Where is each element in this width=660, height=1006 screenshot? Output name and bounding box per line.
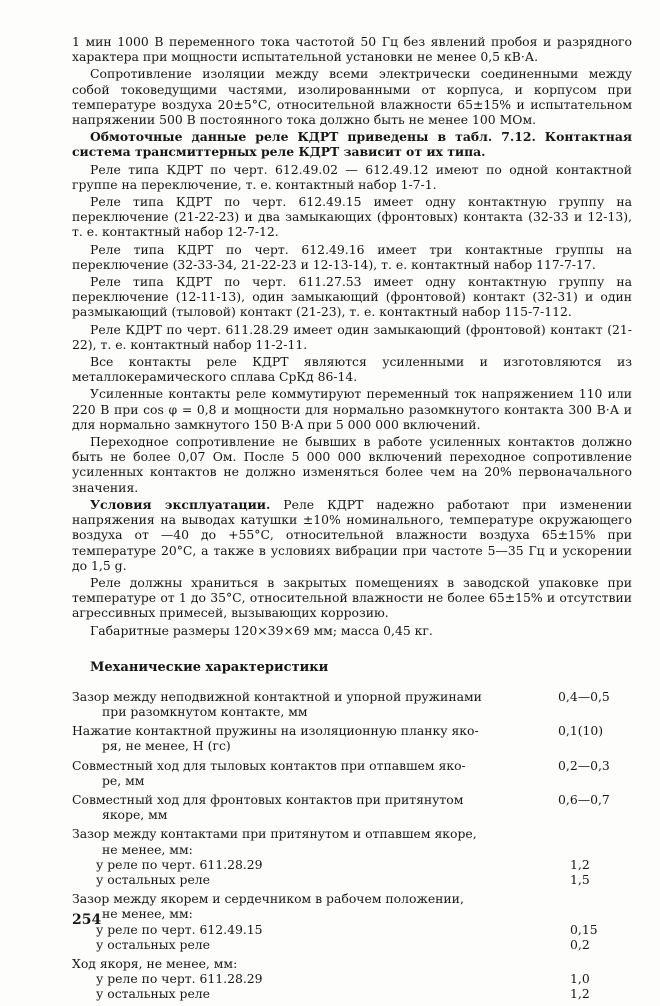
- spec-value: 0,2—0,3: [558, 757, 610, 773]
- spec-subitem: у реле по черт. 611.28.29 1,0: [96, 971, 590, 987]
- paragraph: [72, 162, 632, 192]
- spec-subitem: у остальных реле 0,2: [96, 936, 590, 952]
- spec-label: Зазор между якорем и сердечником в рабочем положении, не менее, мм:: [72, 891, 464, 922]
- spec-value: 0,1(10): [558, 723, 604, 739]
- paragraph: [72, 386, 632, 432]
- paragraph: [72, 66, 632, 127]
- paragraph: [72, 34, 632, 64]
- paragraph: [72, 497, 632, 573]
- paragraph-text: Реле КДРТ надежно работают при изменении напряжения на выводах катушки ±10% номинального, температуре окружающего воздуха от —40 до +55°С, относительной влажности воздуха 65±15% при температуре 20°С, а также в условиях вибрации при частоте 5—35 Гц и ускорении до 1,5 g.: [72, 496, 632, 573]
- paragraph: [72, 623, 632, 638]
- paragraph-text: Реле типа КДРТ по черт. 612.49.16 имеет три контактные группы на переключение (32-33-34, 21-22-23 и 12-13-14), т. е. контактный набор 117-7-17.: [72, 241, 632, 272]
- paragraph-text: Реле типа КДРТ по черт. 612.49.15 имеет одну контактную группу на переключение (21-22-23) и два замыкающих (фронтовых) контакта (32-33 и 12-13), т. е. контактный набор 12-7-12.: [72, 194, 632, 240]
- spec-label: Зазор между неподвижной контактной и упорной пружинами при разомкнутом контакте, мм: [72, 688, 482, 719]
- spec-label: Нажатие контактной пружины на изоляционную планку яко- ря, не менее, Н (гс): [72, 723, 479, 754]
- paragraph: [72, 575, 632, 621]
- spec-subitem: у реле по черт. 612.49.15 0,15: [96, 921, 598, 937]
- paragraph-text: Реле типа КДРТ по черт. 611.27.53 имеет одну контактную группу на переключение (12-11-13), один замыкающий (фронтовой) контакт (32-31) и один размыкающий (тыловой) контакт (21-23), т. е. контактный набор 115-7-112.: [72, 274, 632, 320]
- paragraph-text: Сопротивление изоляции между всеми электрически соединенными между собой токоведущими частями, изолированными от корпуса, и корпусом при температуре воздуха 20±5°С, относительной влажности 65±15% и испытательном напряжении 500 В постоянного тока должно быть не менее 100 МОм.: [72, 66, 632, 128]
- paragraph-text: Усиленные контакты реле коммутируют переменный ток напряжением 110 или 220 В при cos φ = 0,8 и мощности для нормально разомкнутого контакта 300 В·А и для нормально замкнутого 150 В·А при 5 000 000 включений.: [72, 386, 632, 432]
- spec-item: [72, 891, 632, 952]
- spec-subitem: у реле по черт. 611.28.29 1,2: [96, 856, 590, 872]
- paragraph-text: Реле должны храниться в закрытых помещениях в заводской упаковке при температуре от 1 до 35°С, относительной влажности не более 65±15% и отсутствии агрессивных примесей, вызывающих коррозию.: [72, 574, 632, 621]
- text-body: [72, 34, 632, 638]
- paragraph-text: Габаритные размеры 120×39×69 мм; масса 0,45 кг.: [90, 622, 433, 638]
- spec-item: [72, 758, 632, 788]
- paragraph-text: 1 мин 1000 В переменного тока частотой 50 Гц без явлений пробоя и разрядного характера при мощности испытательной установки не менее 0,5 кВ·А.: [72, 34, 632, 65]
- paragraph-text: Все контакты реле КДРТ являются усиленными и изготовляются из металлокерамического сплава СрКд 86-14.: [72, 354, 632, 385]
- page-body: [72, 34, 632, 1006]
- spec-value: 0,4—0,5: [558, 688, 610, 704]
- paragraph-text: Реле КДРТ по черт. 611.28.29 имеет один замыкающий (фронтовой) контакт (21-22), т. е. контактный набор 11-2-11.: [72, 321, 632, 352]
- paragraph-bold-lead: Обмоточные данные реле КДРТ приведены в табл. 7.12. Контактная система трансмиттерных реле КДРТ зависит от их типа.: [72, 129, 632, 160]
- spec-label: Совместный ход для тыловых контактов при отпавшем яко- ре, мм: [72, 757, 466, 788]
- spec-item: [72, 826, 632, 887]
- mechanical-specs: [72, 689, 632, 1002]
- paragraph: [72, 129, 632, 159]
- spec-label: Совместный ход для фронтовых контактов при притянутом якоре, мм: [72, 791, 464, 823]
- spec-item: [72, 689, 632, 719]
- spec-subitem: у остальных реле 1,5: [96, 871, 590, 887]
- paragraph: [72, 274, 632, 320]
- spec-item: [72, 956, 632, 1002]
- spec-value: 0,6—0,7: [558, 791, 610, 807]
- spec-subitem: у остальных реле 1,2: [96, 986, 590, 1002]
- paragraph-text: Реле типа КДРТ по черт. 612.49.02 — 612.49.12 имеют по одной контактной группе на переключение, т. е. контактный набор 1-7-1.: [72, 161, 632, 192]
- spec-value: [558, 826, 632, 856]
- spec-item: [72, 723, 632, 753]
- spec-value: [558, 891, 632, 921]
- paragraph: [72, 434, 632, 495]
- spec-item: [72, 792, 632, 822]
- section-title: Механические характеристики: [90, 659, 329, 675]
- page-number: 254: [72, 912, 102, 928]
- paragraph: [72, 354, 632, 384]
- spec-value: [558, 956, 632, 971]
- paragraph: [72, 194, 632, 240]
- paragraph-text: Переходное сопротивление не бывших в работе усиленных контактов должно быть не более 0,07 Ом. После 5 000 000 включений переходное сопротивление усиленных контактов не должно изменяться более чем на 20% первоначального значения.: [72, 434, 632, 495]
- paragraph: [72, 242, 632, 272]
- spec-label: Ход якоря, не менее, мм:: [72, 955, 238, 971]
- paragraph-bold-lead: Условия эксплуатации.: [90, 496, 271, 512]
- paragraph: [72, 322, 632, 352]
- spec-label: Зазор между контактами при притянутом и отпавшем якоре, не менее, мм:: [72, 826, 477, 857]
